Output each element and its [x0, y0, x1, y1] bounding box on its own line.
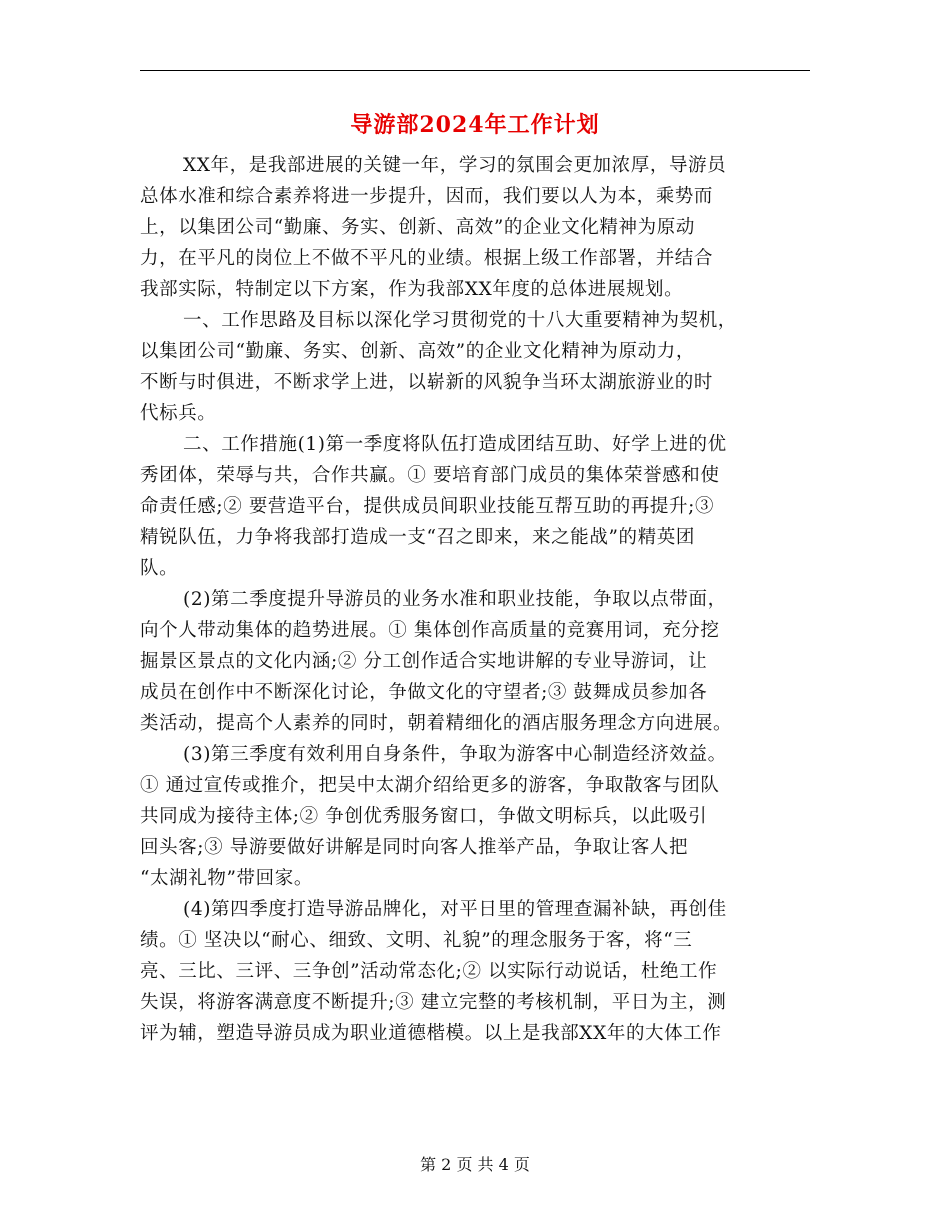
text-line: 上，以集团公司“勤廉、务实、创新、高效”的企业文化精神为原动 [140, 217, 695, 238]
text-line: 亮、三比、三评、三争创”活动常态化;② 以实际行动说话，杜绝工作 [140, 961, 718, 982]
text-line: 一、工作思路及目标以深化学习贯彻党的十八大重要精神为契机， [183, 310, 737, 331]
text-line: 不断与时俱进，不断求学上进，以崭新的风貌争当环太湖旅游业的时 [140, 372, 714, 393]
paragraph-intro [140, 150, 820, 305]
header-rule [140, 70, 810, 71]
text-line: 共同成为接待主体;② 争创优秀服务窗口，争做文明标兵，以此吸引 [140, 806, 708, 827]
text-line: ① 通过宣传或推介，把吴中太湖介绍给更多的游客，争取散客与团队 [140, 775, 720, 796]
text-line: “太湖礼物”带回家。 [140, 868, 313, 889]
text-line: 我部实际，特制定以下方案，作为我部XX年度的总体进展规划。 [140, 279, 684, 300]
text-line: 力，在平凡的岗位上不做不平凡的业绩。根据上级工作部署，并结合 [140, 248, 714, 269]
text-line: 向个人带动集体的趋势进展。① 集体创作高质量的竞赛用词，充分挖 [140, 620, 720, 641]
text-line: 精锐队伍，力争将我部打造成一支“召之即来，来之能战”的精英团 [140, 527, 695, 548]
text-line: 掘景区景点的文化内涵;② 分工创作适合实地讲解的专业导游词，让 [140, 651, 708, 672]
paragraph-q3 [140, 739, 820, 894]
document-body [140, 150, 820, 1049]
text-line: 代标兵。 [140, 403, 217, 424]
text-line: 类活动，提高个人素养的同时，朝着精细化的酒店服务理念方向进展。 [140, 713, 733, 734]
text-line: 失误，将游客满意度不断提升;③ 建立完整的考核机制，平日为主，测 [140, 992, 727, 1013]
text-line: (3)第三季度有效利用自身条件，争取为游客中心制造经济效益。 [183, 744, 727, 765]
text-line: 秀团体，荣辱与共，合作共赢。① 要培育部门成员的集体荣誉感和使 [140, 465, 720, 486]
page-number-footer: 第 2 页 共 4 页 [420, 1155, 530, 1174]
text-line: 命责任感;② 要营造平台，提供成员间职业技能互帮互助的再提升;③ [140, 496, 715, 517]
text-line: XX年，是我部进展的关键一年，学习的氛围会更加浓厚，导游员 [183, 155, 727, 176]
text-line: 评为辅，塑造导游员成为职业道德楷模。以上是我部XX年的大体工作 [140, 1023, 722, 1044]
text-line: (4)第四季度打造导游品牌化，对平日里的管理查漏补缺，再创佳 [183, 899, 727, 920]
paragraph-q4 [140, 894, 820, 1049]
text-line: 绩。① 坚决以“耐心、细致、文明、礼貌”的理念服务于客，将“三 [140, 930, 693, 951]
document-title: 导游部2024年工作计划 [350, 112, 600, 138]
paragraph-measures-q1 [140, 429, 820, 584]
text-line: 二、工作措施(1)第一季度将队伍打造成团结互助、好学上进的优 [183, 434, 727, 455]
text-line: 成员在创作中不断深化讨论，争做文化的守望者;③ 鼓舞成员参加各 [140, 682, 708, 703]
paragraph-q2 [140, 584, 820, 739]
paragraph-ideas-goals [140, 305, 820, 429]
text-line: 以集团公司“勤廉、务实、创新、高效”的企业文化精神为原动力， [140, 341, 695, 362]
text-line: 总体水准和综合素养将进一步提升，因而，我们要以人为本，乘势而 [140, 186, 714, 207]
text-line: (2)第二季度提升导游员的业务水准和职业技能，争取以点带面， [183, 589, 727, 610]
text-line: 回头客;③ 导游要做好讲解是同时向客人推举产品，争取让客人把 [140, 837, 689, 858]
text-line: 队。 [140, 558, 179, 579]
